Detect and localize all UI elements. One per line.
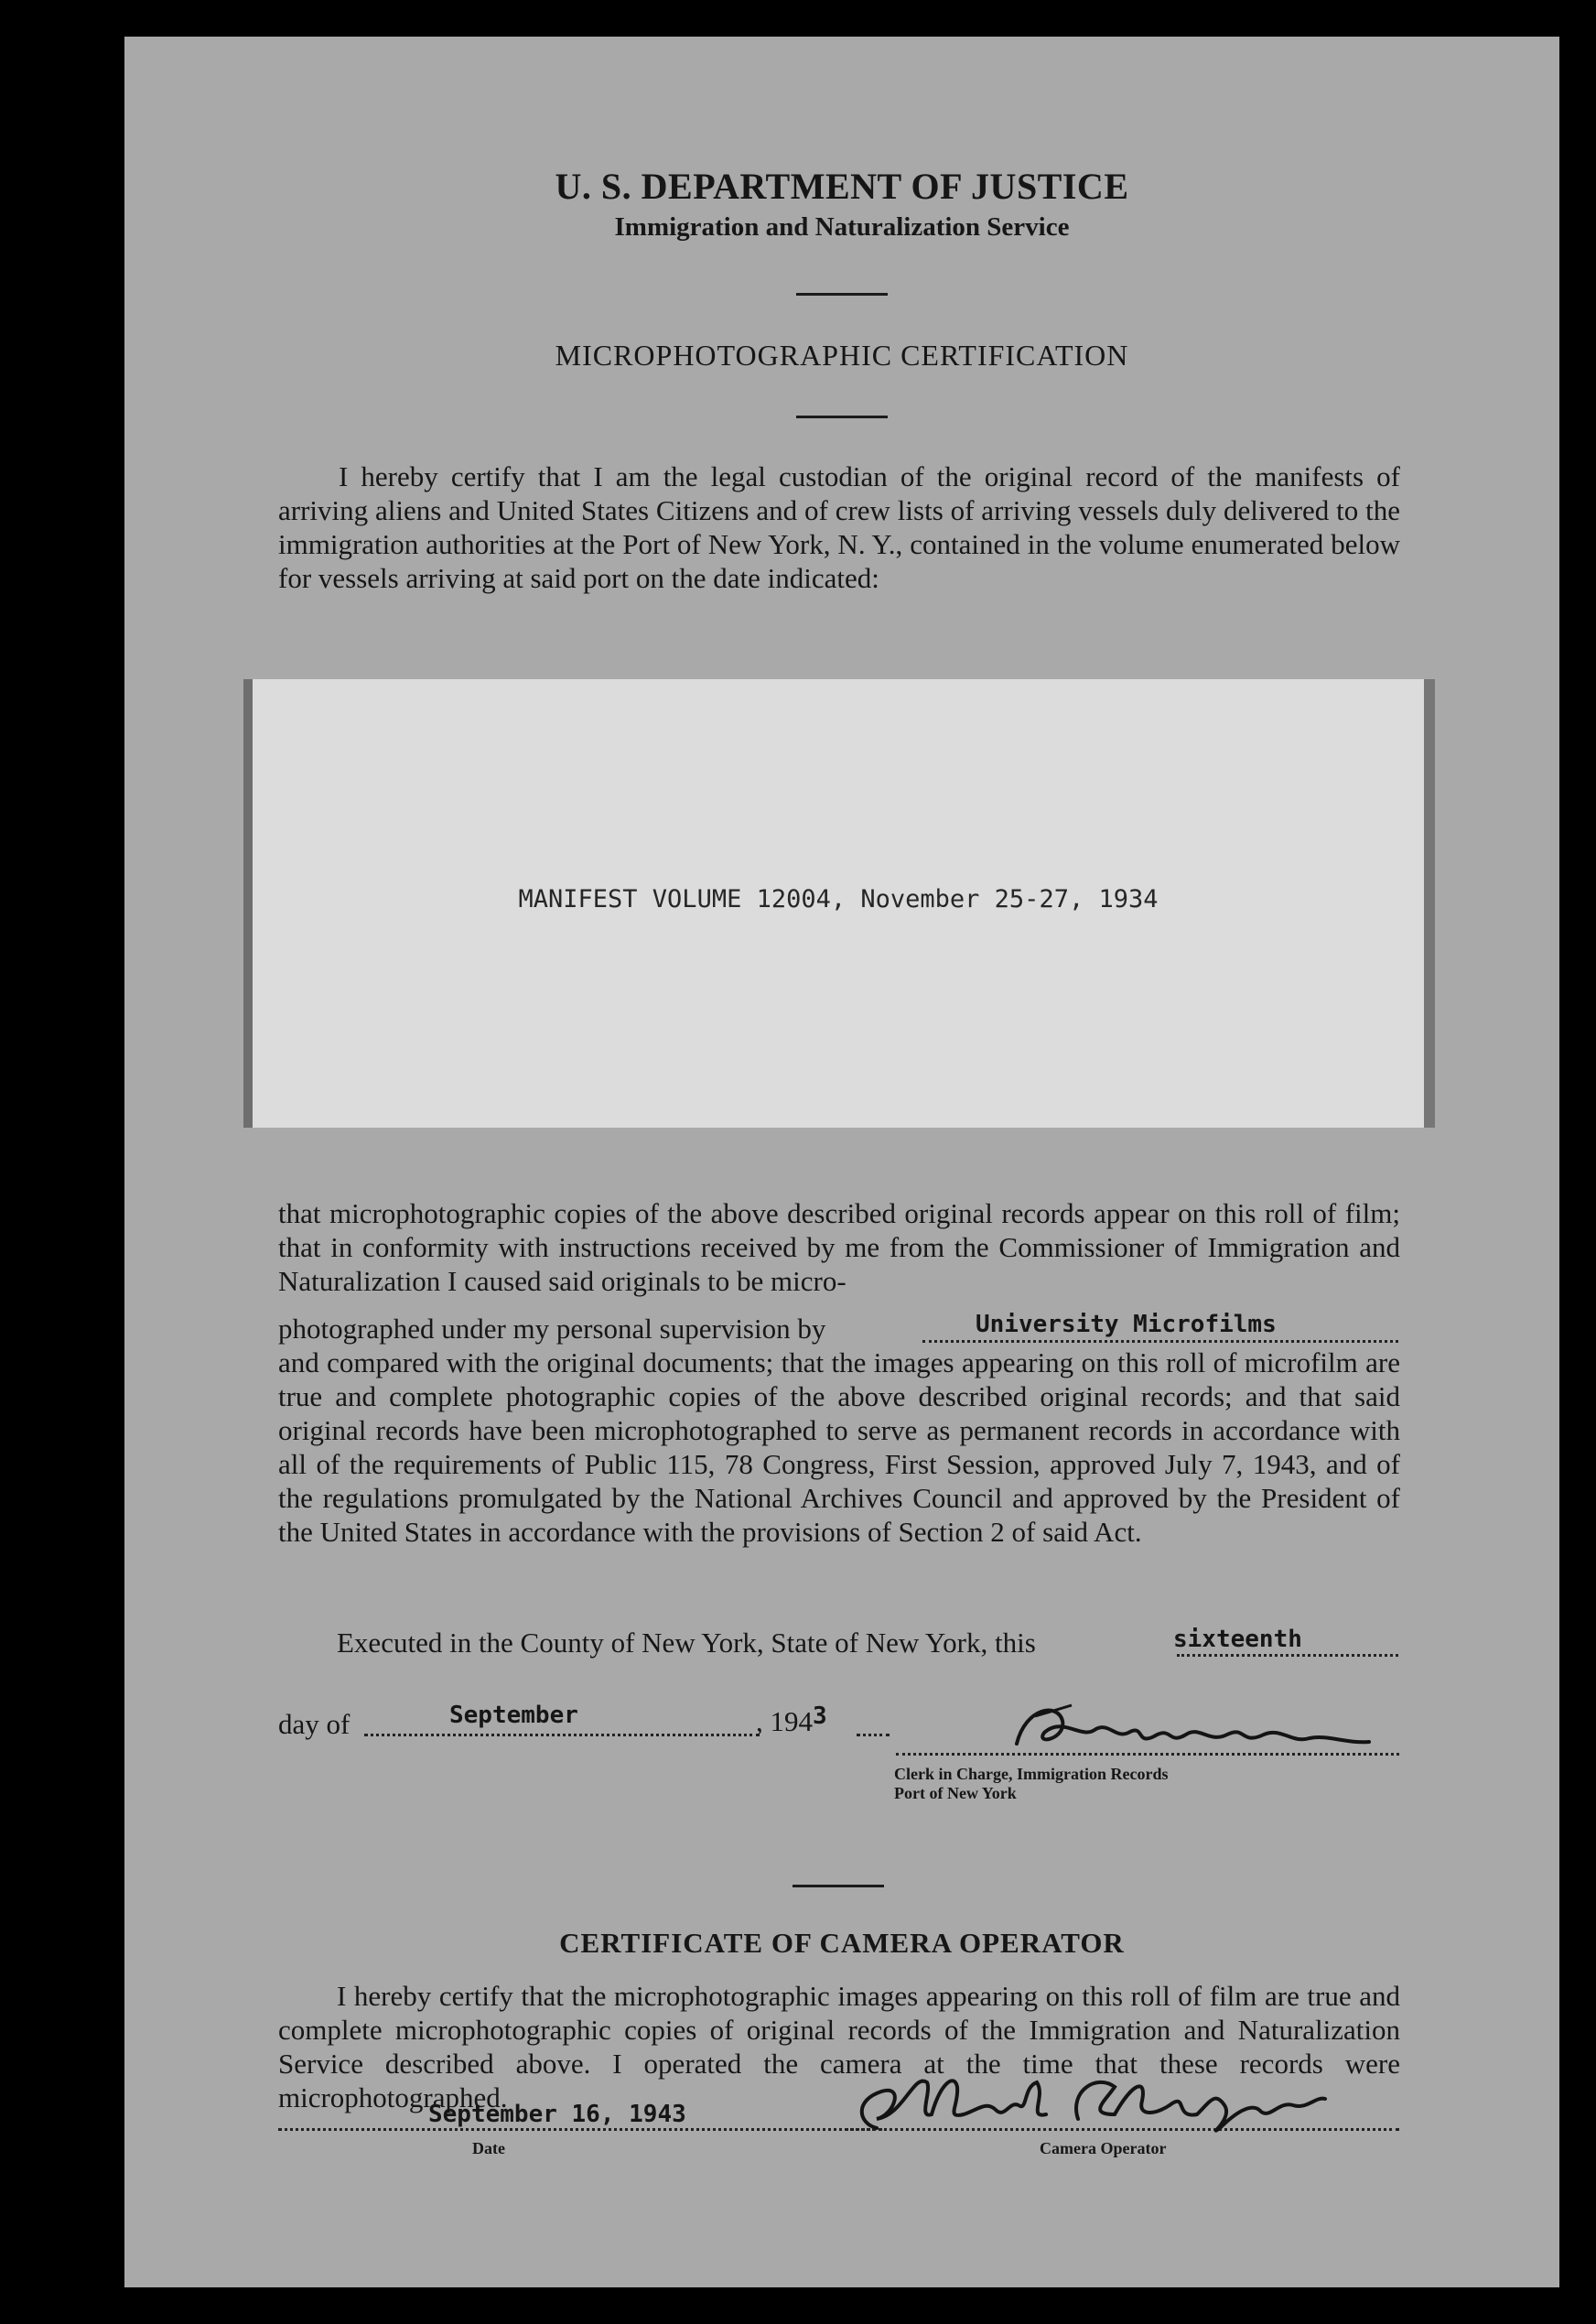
- month-dotted-line: [364, 1734, 760, 1736]
- department-title: U. S. DEPARTMENT OF JUSTICE: [555, 166, 1129, 207]
- divider-rule: [796, 293, 888, 296]
- intro-paragraph: I hereby certify that I am the legal custodian of the original record of the manifests of arriving aliens and United States Citizens and of crew lists of arriving vessels duly delivered to the immigration authorities at the Port of New York, N. Y., contained in the volume enumerated below for vessels arriving at said port on the date indicated:: [278, 460, 1400, 594]
- camera-date-value: September 16, 1943: [428, 2101, 686, 2128]
- execution-prefix: Executed in the County of New York, State of New York, this: [337, 1627, 1036, 1659]
- date-label: Date: [472, 2139, 505, 2157]
- clerk-title-line1: Clerk in Charge, Immigration Records: [894, 1765, 1169, 1783]
- supervision-line: [278, 1312, 825, 1346]
- manifest-volume-text: MANIFEST VOLUME 12004, November 25-27, 1934: [518, 885, 1159, 913]
- month-value: September: [449, 1702, 578, 1729]
- day-ordinal-value: sixteenth: [1173, 1626, 1302, 1653]
- camera-certificate-title: CERTIFICATE OF CAMERA OPERATOR: [559, 1927, 1125, 1959]
- body-paragraph-part1: that microphotographic copies of the above described original records appear on this roll of film; that in conformity with instructions received by me from the Commissioner of Immigration and Naturalization I caused said originals to be micro-: [278, 1197, 1400, 1297]
- supervisor-name: University Microfilms: [976, 1311, 1277, 1338]
- certificate-page: [124, 37, 1559, 2287]
- manifest-volume-box: [243, 679, 1435, 1128]
- camera-certificate-paragraph: I hereby certify that the microphotographic images appearing on this roll of film are true and complete microphotographic copies of original records of the Immigration and Naturalization Service described above. I operated the camera at the time that these records were microphotographed.: [278, 1980, 1400, 2113]
- execution-line: [337, 1626, 1036, 1659]
- divider-rule: [796, 416, 888, 418]
- year-prefix: , 194: [756, 1705, 813, 1737]
- clerk-title-line2: Port of New York: [894, 1784, 1017, 1802]
- year-digit: 3: [813, 1702, 827, 1730]
- year-dotted-line: [857, 1734, 890, 1736]
- divider-rule: [793, 1885, 884, 1887]
- camera-operator-signature: [840, 2064, 1353, 2142]
- service-subtitle: Immigration and Naturalization Service: [614, 212, 1070, 242]
- clerk-signature: [1008, 1689, 1392, 1764]
- supervision-prefix: photographed under my personal supervision by: [278, 1313, 826, 1345]
- camera-operator-label: Camera Operator: [1040, 2139, 1167, 2157]
- certification-heading: MICROPHOTOGRAPHIC CERTIFICATION: [555, 339, 1129, 372]
- body-paragraph-part2: and compared with the original documents; that the images appearing on this roll of microfilm are true and complete photographic copies of the above described original records; and that said original records have been microphotographed to serve as permanent records in accordance with all of the requirements of Public 115, 78 Congress, First Session, approved July 7, 1943, and of the regulations promulgated by the National Archives Council and approved by the President of the United States in accordance with the provisions of Section 2 of said Act.: [278, 1346, 1400, 1548]
- year-line: [756, 1704, 827, 1741]
- day-of-label: day of: [278, 1708, 350, 1740]
